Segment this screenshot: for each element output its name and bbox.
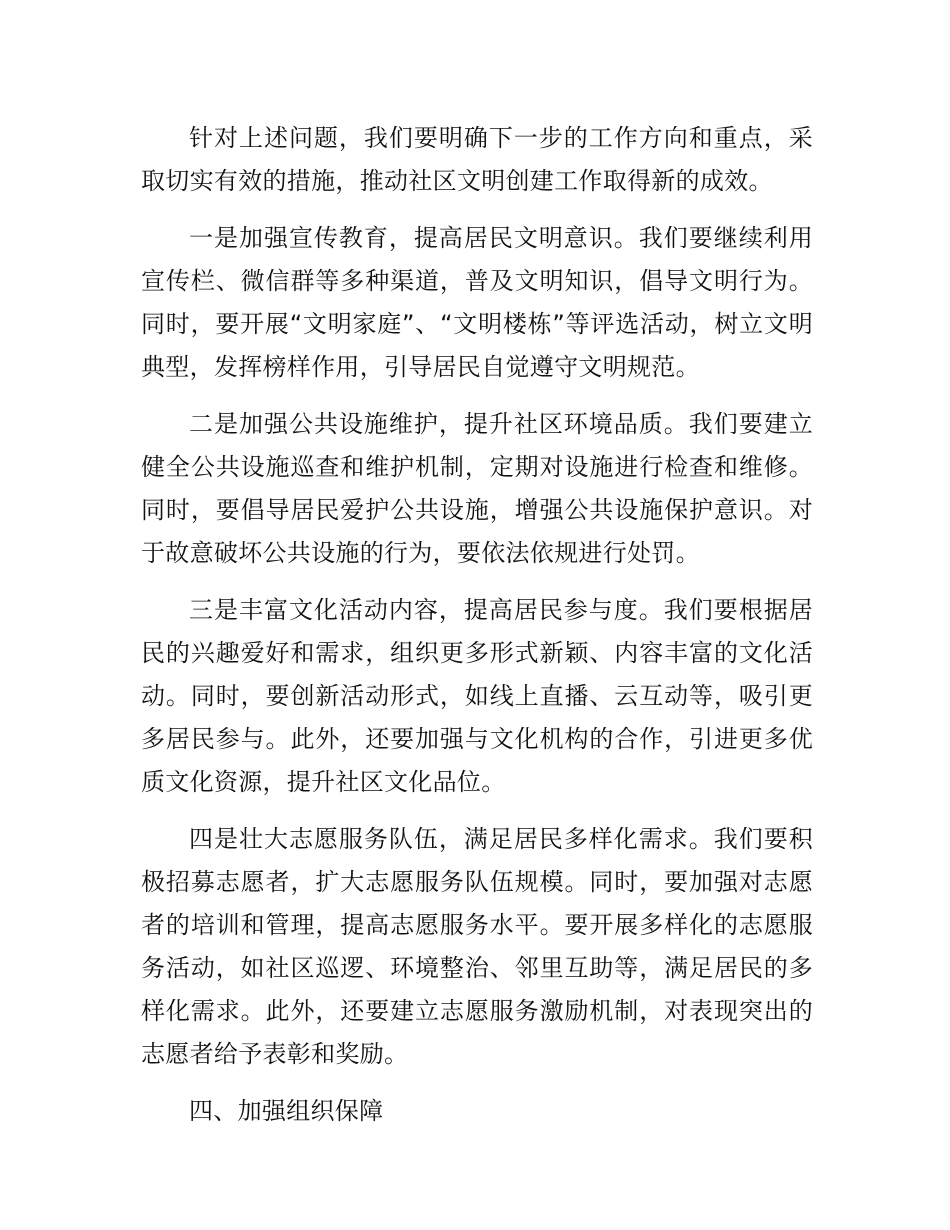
paragraph-cultural-activities: 三是丰富文化活动内容，提高居民参与度。我们要根据居民的兴趣爱好和需求，组织更多形式新颖、内容丰富的文化活动。同时，要创新活动形式，如线上直播、云互动等，吸引更多居民参与。此外，还要加强与文化机构的合作，引进更多优质文化资源，提升社区文化品位。 <box>141 596 813 796</box>
paragraph-volunteer-service: 四是壮大志愿服务队伍，满足居民多样化需求。我们要积极招募志愿者，扩大志愿服务队伍规模。同时，要加强对志愿者的培训和管理，提高志愿服务水平。要开展多样化的志愿服务活动，如社区巡逻、环境整治、邻里互助等，满足居民的多样化需求。此外，还要建立志愿服务激励机制，对表现突出的志愿者给予表彰和奖励。 <box>141 825 813 1068</box>
paragraph-publicity-education: 一是加强宣传教育，提高居民文明意识。我们要继续利用宣传栏、微信群等多种渠道，普及文明知识，倡导文明行为。同时，要开展“文明家庭”、“文明楼栋”等评选活动，树立文明典型，发挥榜样作用，引导居民自觉遵守文明规范。 <box>141 224 813 381</box>
section-heading: 四、加强组织保障 <box>189 1097 384 1125</box>
document-body <box>141 117 813 1133</box>
paragraph-intro: 针对上述问题，我们要明确下一步的工作方向和重点，采取切实有效的措施，推动社区文明创建工作取得新的成效。 <box>141 124 813 195</box>
paragraph-public-facilities: 二是加强公共设施维护，提升社区环境品质。我们要建立健全公共设施巡查和维护机制，定期对设施进行检查和维修。同时，要倡导居民爱护公共设施，增强公共设施保护意识。对于故意破坏公共设施的行为，要依法依规进行处罚。 <box>141 410 813 567</box>
